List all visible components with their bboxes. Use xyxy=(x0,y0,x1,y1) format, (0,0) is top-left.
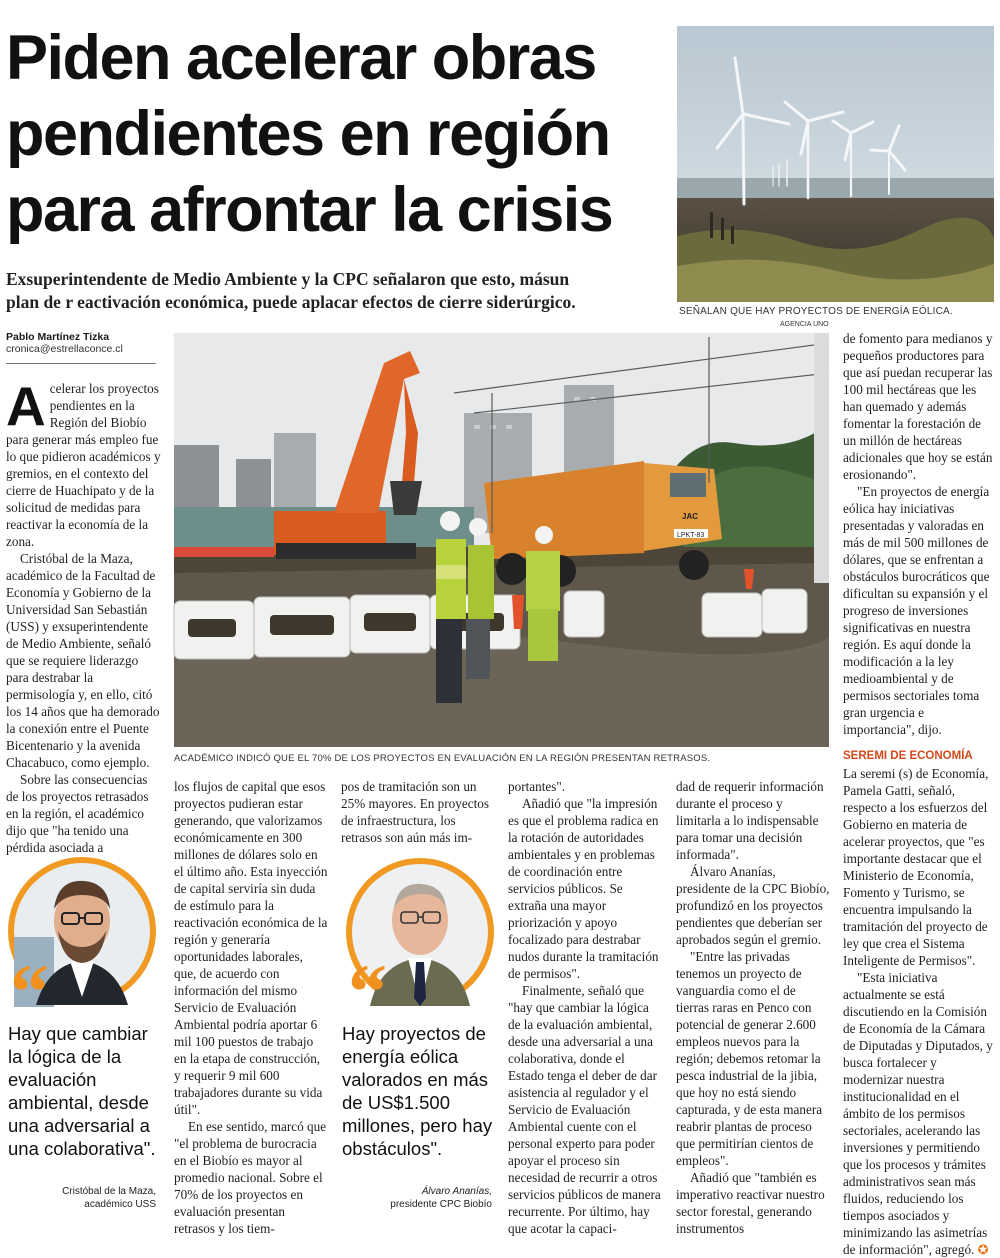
article-column-2 xyxy=(174,778,328,1237)
dropcap: A xyxy=(6,375,46,437)
paragraph: "Esta iniciativa actualmente se está discutiendo en la Comisión de Economía de la Cámara de Diputadas y Diputados, y busca fortalecer y modernizar nuestra institucionalidad en el ámbito de los permisos sectoriales, acelerando las inversiones y permitiendo que los procesos y trámites administrativos sean más fluidos, reduciendo los tiempos asociados y minimizando las asimetrías de información", agregó. ✪ xyxy=(843,970,993,1257)
pull-quote-2-attribution: Álvaro Ananías, presidente CPC Biobío xyxy=(390,1186,492,1210)
paragraph: "Entre las privadas tenemos un proyecto de vanguardia como el de tierras raras en Penco con potencial de generar 2.600 empleos nuevos para la región; debemos retomar la pesca industrial de la jibia, que hoy no está siendo capturada, y de esta manera reabrir plantas de proceso que permitirían cientos de empleos". xyxy=(676,949,823,1168)
paragraph: pos de tramitación son un 25% mayores. En proyectos de infraestructura, los retrasos son aún más im- xyxy=(341,779,489,845)
top-photo-credit: AGENCIA UNO xyxy=(780,321,829,328)
subheadline-line-1: Exsuperintendente de Medio Ambiente y la CPC señalaron que esto, másun xyxy=(6,269,570,289)
paragraph: En ese sentido, marcó que "el problema de burocracia en el Biobío es mayor al promedio nacional. Sobre el 70% de los proyectos en evaluación presentan retrasos y los tiem- xyxy=(174,1119,327,1236)
paragraph: Cristóbal de la Maza, académico de la Facultad de Economía y Gobierno de la Universidad San Sebastián (USS) y exsuperintendente de Medio Ambiente, señaló que se requiere liderazgo para destrabar la permisología y, en ello, citó los 14 años que ha demorado la conexión entre el Puente Bicentenario y la avenida Chacabuco, como ejemplo. xyxy=(6,551,160,770)
paragraph: La seremi (s) de Economía, Pamela Gatti, señaló, respecto a los esfuerzos del Gobierno en materia de acelerar proyectos, que "es importante destacar que el Ministerio de Economía, Fomento y Turismo, se encuentra impulsando la tramitación del proyecto de ley que crea el Sistema Inteligente de Permisos". xyxy=(843,766,989,968)
paragraph: "En proyectos de energía eólica hay iniciativas presentadas y valoradas en más de mil 500 millones de dólares, que se enfrentan a obstáculos burocráticos que dificultan su expansión y el progreso de inversiones significativas en nuestra región. Es aquí donde la modificación a la ley medioambiental y de permisos sectoriales toma gran urgencia e importancia", dijo. xyxy=(843,484,990,737)
truck-brand: JAC xyxy=(682,512,699,521)
quote-mark-icon: “ xyxy=(348,948,387,1035)
headline-line-3: para afrontar la crisis xyxy=(6,175,613,245)
main-photo-caption: ACADÉMICO INDICÓ QUE EL 70% DE LOS PROYECTOS EN EVALUACIÓN EN LA REGIÓN PRESENTAN RETRASOS. xyxy=(174,753,711,764)
headline xyxy=(6,20,666,248)
byline-divider xyxy=(6,363,156,364)
author-name: Pablo Martínez Tizka xyxy=(6,331,110,343)
paragraph: de fomento para medianos y pequeños productores para que así puedan recuperar las 100 mil hectáreas que les han quemado y además fomentar la forestación de un millón de hectáreas adicionales que hoy se están erosionando". xyxy=(843,331,993,482)
paragraph: Acelerar los proyectos pendientes en la Región del Biobío para generar más empleo fue lo que pidieron académicos y gremios, en el contexto del cierre de Huachipato y de la solicitud de medidas para reactivar la economía de la zona. xyxy=(6,375,161,549)
paragraph: portantes". xyxy=(508,779,566,794)
subheadline xyxy=(6,268,666,314)
construction-site-photo xyxy=(174,333,829,747)
paragraph: Finalmente, señaló que "hay que cambiar la lógica de la evaluación ambiental, desde una adversarial a una colaborativa, donde el Estado tenga el deber de dar asistencia al regulador y el Servicio de Evaluación Ambiental cuente con el personal experto para poder apoyar el proceso sin necesidad de recurrir a otros servicios públicos de manera recurrente. Por último, hay que acotar la capaci- xyxy=(508,983,661,1236)
pull-quote-1: Hay que cambiar la lógica de la evaluación ambiental, desde una adversarial a una colaborativa". xyxy=(8,1023,156,1159)
article-column-4 xyxy=(508,778,662,1237)
headline-line-2: pendientes en región xyxy=(6,99,610,169)
paragraph: los flujos de capital que esos proyectos pudieran estar generando, que valorizamos económicamente en 300 millones de dólares solo en el último año. Esta inyección de capital serviría sin duda de estímulo para la reactivación económica de la región y generaría oportunidades laborales, que, de acuerdo con información del mismo Servicio de Evaluación Ambiental podría aportar 6 mil 100 puestos de trabajo en la etapa de construcción, y requerir 9 mil 600 trabajadores durante su vida útil". xyxy=(174,779,328,1117)
quote-mark-icon: “ xyxy=(10,948,49,1035)
paragraph: Añadió que "la impresión es que el problema radica en la rotación de autoridades ambientales y en problemas de coordinación entre servicios públicos. Se extraña una mayor priorización y apoyo focalizado para destrabar nudos durante la tramitación de permisos". xyxy=(508,796,659,981)
end-mark-icon: ✪ xyxy=(977,1242,989,1257)
top-photo-caption: SEÑALAN QUE HAY PROYECTOS DE ENERGÍA EÓLICA. xyxy=(679,306,953,317)
subheadline-line-2: plan de r eactivación económica, puede aplacar efectos de cierre siderúrgico. xyxy=(6,292,576,312)
headline-line-1: Piden acelerar obras xyxy=(6,23,596,93)
paragraph: Añadió que "también es imperativo reactivar nuestro sector forestal, generando instrumentos xyxy=(676,1170,825,1236)
article-column-5 xyxy=(676,778,830,1237)
article-column-6 xyxy=(843,330,997,1258)
paragraph: Sobre las consecuencias de los proyectos retrasados en la región, el académico dijo que "ha tenido una pérdida asociada a xyxy=(6,772,149,855)
pull-quote-1-attribution: Cristóbal de la Maza, académico USS xyxy=(62,1186,156,1210)
article-column-3 xyxy=(341,778,495,846)
paragraph: dad de requerir información durante el proceso y limitarla a lo indispensable para tomar una decisión informada". xyxy=(676,779,824,862)
section-heading: SEREMI DE ECONOMÍA xyxy=(843,750,973,762)
pull-quote-2: Hay proyectos de energía eólica valorados en más de US$1.500 millones, pero hay obstáculos". xyxy=(342,1023,493,1159)
wind-turbines-photo xyxy=(677,26,994,302)
truck-plate: LPKT-83 xyxy=(677,532,705,539)
byline xyxy=(6,331,156,355)
paragraph: Álvaro Ananías, presidente de la CPC Biobío, profundizó en los proyectos pendientes que deberían ser aprobados según el gremio. xyxy=(676,864,830,947)
author-email: cronica@estrellaconce.cl xyxy=(6,343,123,355)
article-column-1 xyxy=(6,375,162,856)
